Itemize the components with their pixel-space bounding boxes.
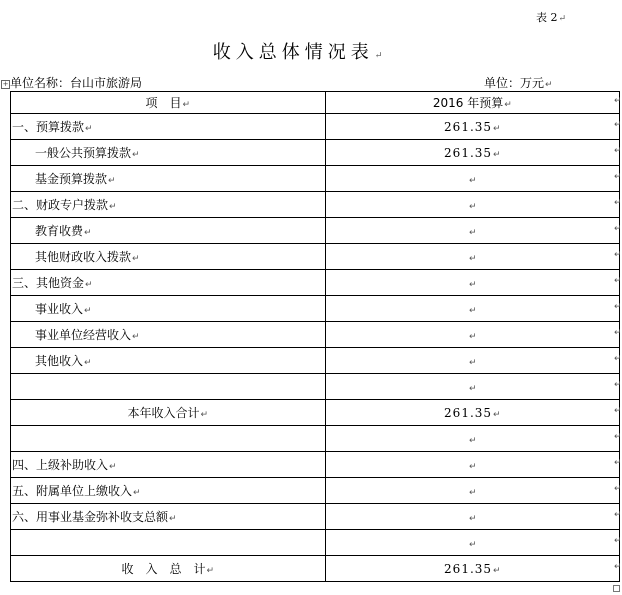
item-cell[interactable]	[11, 374, 326, 400]
budget-value-cell[interactable]: ↵	[325, 478, 619, 504]
item-cell[interactable]: 事业单位经营收入↵	[11, 322, 326, 348]
item-cell[interactable]	[11, 426, 326, 452]
table-row	[11, 348, 620, 374]
budget-value-cell[interactable]: ↵	[325, 504, 619, 530]
row-end-mark: ↵	[614, 432, 622, 442]
item-cell[interactable]: 其他财政收入拨款↵	[11, 244, 326, 270]
table-row	[11, 270, 620, 296]
unit-name-label: 单位名称：台山市旅游局	[10, 76, 143, 90]
row-end-mark: ↵	[614, 536, 622, 546]
budget-value-cell[interactable]: ↵	[325, 348, 619, 374]
item-cell[interactable]: 四、上级补助收入↵	[11, 452, 326, 478]
table-row	[11, 478, 620, 504]
table-header-row	[11, 92, 620, 114]
table-row	[11, 530, 620, 556]
table-row	[11, 166, 620, 192]
row-end-mark: ↵	[614, 458, 622, 468]
table-row	[11, 504, 620, 530]
item-cell[interactable]: 五、附属单位上缴收入↵	[11, 478, 326, 504]
budget-value-cell[interactable]: ↵	[325, 244, 619, 270]
row-end-mark: ↵	[614, 96, 622, 106]
table-row	[11, 218, 620, 244]
header-item-cell[interactable]: 项 目↵	[11, 92, 326, 114]
budget-value-cell[interactable]: ↵	[325, 426, 619, 452]
table-resize-handle-icon[interactable]	[613, 585, 620, 592]
row-end-mark: ↵	[614, 328, 622, 338]
budget-value-cell[interactable]: ↵	[325, 322, 619, 348]
table-row	[11, 400, 620, 426]
table-row	[11, 556, 620, 582]
item-cell[interactable]: 事业收入↵	[11, 296, 326, 322]
table-row	[11, 114, 620, 140]
row-end-mark: ↵	[614, 562, 622, 572]
income-summary-table	[10, 91, 620, 582]
item-cell[interactable]: 三、其他资金↵	[11, 270, 326, 296]
budget-value-cell[interactable]: 261.35↵	[325, 400, 619, 426]
budget-value-cell[interactable]: 261.35↵	[325, 114, 619, 140]
table-row	[11, 452, 620, 478]
row-end-mark: ↵	[614, 198, 622, 208]
table-row	[11, 192, 620, 218]
document-title: 收入总体情况表↵	[212, 42, 388, 63]
item-cell[interactable]: 教育收费↵	[11, 218, 326, 244]
item-cell[interactable]: 收 入 总 计↵	[11, 556, 326, 582]
row-end-mark: ↵	[614, 120, 622, 130]
table-move-handle-icon[interactable]: +	[2, 80, 9, 88]
budget-value-cell[interactable]: 261.35↵	[325, 556, 619, 582]
budget-value-cell[interactable]: ↵	[325, 218, 619, 244]
item-cell[interactable]: 基金预算拨款↵	[11, 166, 326, 192]
budget-value-cell[interactable]: ↵	[325, 452, 619, 478]
table-row	[11, 374, 620, 400]
row-end-mark: ↵	[614, 302, 622, 312]
row-end-mark: ↵	[614, 276, 622, 286]
table-row	[11, 244, 620, 270]
unit-currency-label: 单位：万元↵	[484, 76, 553, 90]
row-end-mark: ↵	[614, 172, 622, 182]
item-cell[interactable]: 一、预算拨款↵	[11, 114, 326, 140]
item-cell[interactable]: 其他收入↵	[11, 348, 326, 374]
row-end-mark: ↵	[614, 224, 622, 234]
row-end-mark: ↵	[614, 380, 622, 390]
budget-value-cell[interactable]: ↵	[325, 270, 619, 296]
table-row	[11, 322, 620, 348]
row-end-mark: ↵	[614, 510, 622, 520]
item-cell[interactable]: 本年收入合计↵	[11, 400, 326, 426]
item-cell[interactable]: 六、用事业基金弥补收支总额↵	[11, 504, 326, 530]
row-end-mark: ↵	[614, 354, 622, 364]
budget-value-cell[interactable]: ↵	[325, 530, 619, 556]
row-end-mark: ↵	[614, 146, 622, 156]
row-end-mark: ↵	[614, 250, 622, 260]
table-row	[11, 296, 620, 322]
item-cell[interactable]: 一般公共预算拨款↵	[11, 140, 326, 166]
item-cell[interactable]	[11, 530, 326, 556]
table-number: 表 2↵	[536, 11, 567, 24]
table-row	[11, 426, 620, 452]
budget-value-cell[interactable]: ↵	[325, 166, 619, 192]
item-cell[interactable]: 二、财政专户拨款↵	[11, 192, 326, 218]
row-end-mark: ↵	[614, 484, 622, 494]
header-budget-cell[interactable]: 2016 年预算↵	[325, 92, 619, 114]
budget-value-cell[interactable]: ↵	[325, 192, 619, 218]
table-row	[11, 140, 620, 166]
row-end-mark: ↵	[614, 406, 622, 416]
budget-value-cell[interactable]: ↵	[325, 296, 619, 322]
budget-value-cell[interactable]: 261.35↵	[325, 140, 619, 166]
budget-value-cell[interactable]: ↵	[325, 374, 619, 400]
